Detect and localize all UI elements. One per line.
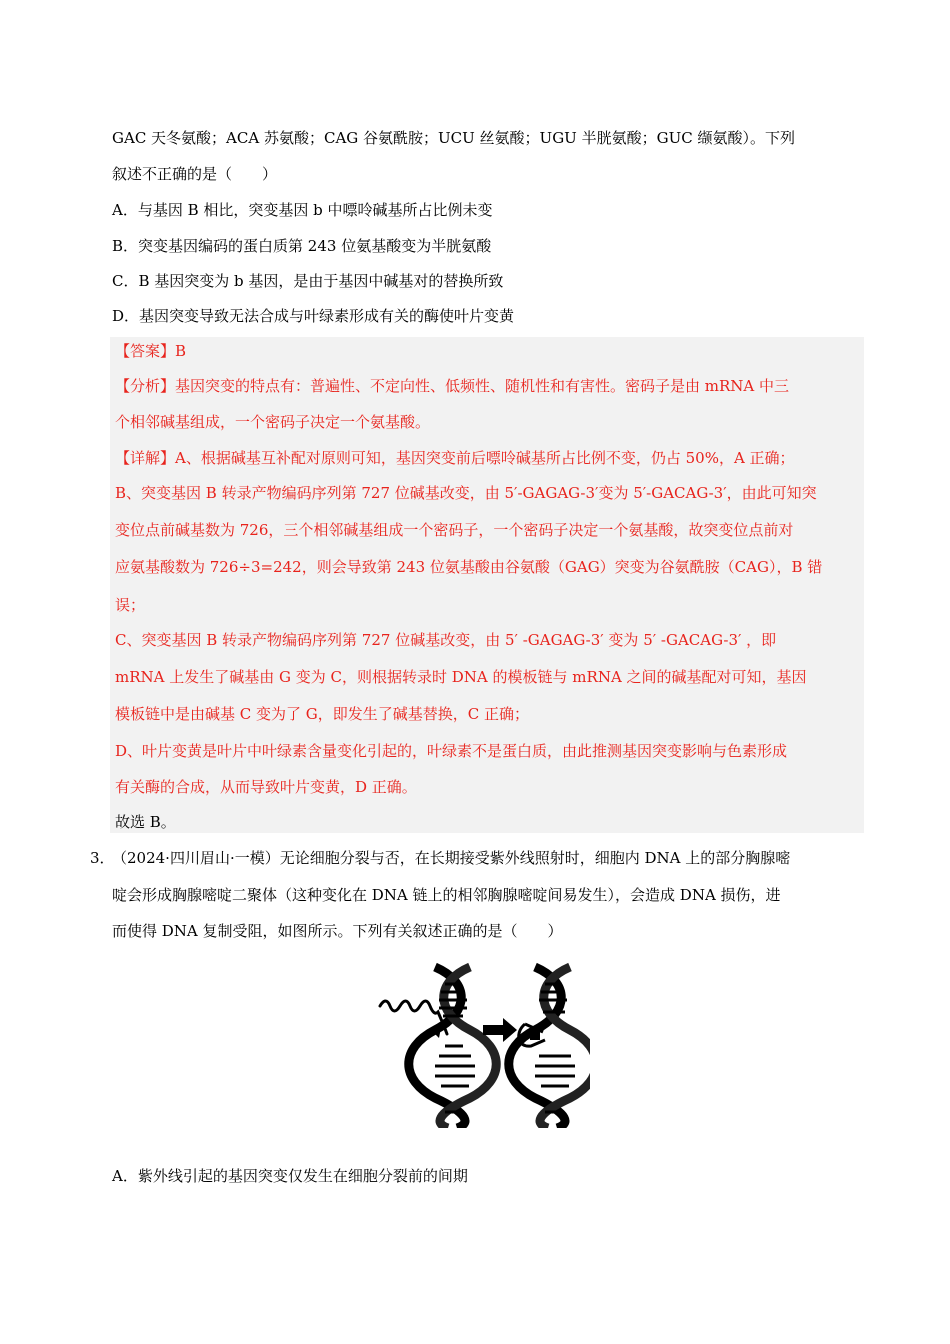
- q2-option-b: B．突变基因编码的蛋白质第 243 位氨基酸变为半胱氨酸: [112, 237, 492, 255]
- detail-line: 变位点前碱基数为 726，三个相邻碱基组成一个密码子，一个密码子决定一个氨基酸，故突变位点前对: [115, 521, 794, 539]
- detail-line: 【详解】A、根据碱基互补配对原则可知，基因突变前后嘌呤碱基所占比例不变，仍占 50%，A 正确；: [115, 449, 795, 467]
- dna-uv-damage-figure: [375, 962, 590, 1128]
- q2-option-d: D．基因突变导致无法合成与叶绿素形成有关的酶使叶片变黄: [112, 307, 515, 325]
- q3-number: 3．: [90, 849, 115, 867]
- detail-line: mRNA 上发生了碱基由 G 变为 C，则根据转录时 DNA 的模板链与 mRNA 之间的碱基配对可知，基因: [115, 668, 807, 686]
- q3-option-a: A．紫外线引起的基因突变仅发生在细胞分裂前的间期: [112, 1167, 468, 1185]
- normal-dna-helix-icon: [409, 967, 497, 1128]
- analysis-line-1: 【分析】基因突变的特点有：普遍性、不定向性、低频性、随机性和有害性。密码子是由 mRNA 中三: [115, 377, 790, 395]
- detail-line: C、突变基因 B 转录产物编码序列第 727 位碱基改变，由 5′ -GAGAG-3′ 变为 5′ -GACAG-3′ ，即: [115, 631, 777, 649]
- q3-stem-line-1: （2024·四川眉山·一模）无论细胞分裂与否，在长期接受紫外线照射时，细胞内 DNA 上的部分胸腺嘧: [112, 849, 791, 867]
- answer-label: 【答案】B: [115, 342, 187, 360]
- q2-stem-line-2: 叙述不正确的是（ ）: [112, 165, 278, 183]
- q3-stem-line-2: 啶会形成胸腺嘧啶二聚体（这种变化在 DNA 链上的相邻胸腺嘧啶间易发生），会造成 DNA 损伤，进: [112, 886, 781, 904]
- q2-option-c: C．B 基因突变为 b 基因，是由于基因中碱基对的替换所致: [112, 272, 504, 290]
- detail-line: 误；: [115, 596, 146, 614]
- detail-line: D、叶片变黄是叶片中叶绿素含量变化引起的，叶绿素不是蛋白质，由此推测基因突变影响与色素形成: [115, 742, 788, 760]
- detail-line: 模板链中是由碱基 C 变为了 G，即发生了碱基替换，C 正确；: [115, 705, 530, 723]
- q2-option-a: A．与基因 B 相比，突变基因 b 中嘌呤碱基所占比例未变: [112, 201, 493, 219]
- detail-line: B、突变基因 B 转录产物编码序列第 727 位碱基改变，由 5′-GAGAG-3′变为 5′-GACAG-3′，由此可知突: [115, 484, 817, 502]
- analysis-line-2: 个相邻碱基组成，一个密码子决定一个氨基酸。: [115, 413, 431, 431]
- q2-stem-line-1: GAC 天冬氨酸；ACA 苏氨酸；CAG 谷氨酰胺；UCU 丝氨酸；UGU 半胱氨酸；GUC 缬氨酸）。下列: [112, 129, 795, 147]
- detail-line: 有关酶的合成，从而导致叶片变黄，D 正确。: [115, 778, 417, 796]
- detail-line: 应氨基酸数为 726÷3=242，则会导致第 243 位氨基酸由谷氨酸（GAG）突变为谷氨酰胺（CAG），B 错: [115, 558, 823, 576]
- damaged-dna-helix-icon: [509, 967, 590, 1128]
- conclusion: 故选 B。: [115, 813, 176, 831]
- q3-stem-line-3: 而使得 DNA 复制受阻，如图所示。下列有关叙述正确的是（ ）: [112, 922, 563, 940]
